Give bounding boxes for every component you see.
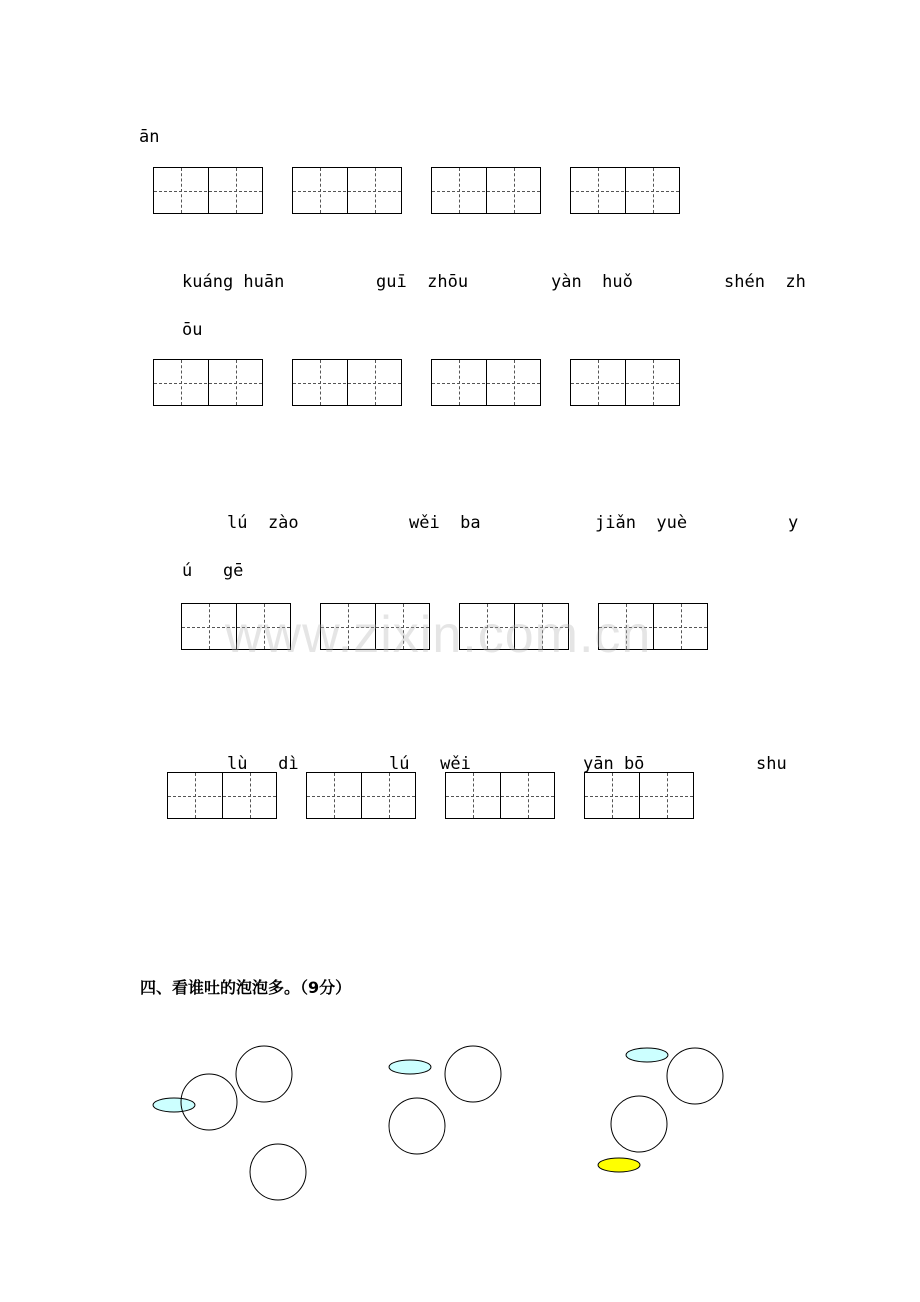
pinyin-word: y [788, 513, 799, 533]
tianzi-grid[interactable] [431, 359, 541, 406]
bubble[interactable] [667, 1048, 723, 1104]
tianzi-grid[interactable] [584, 772, 694, 819]
watermark: www.zixin.com.cn [225, 606, 652, 664]
pinyin-word: lú wěi [389, 754, 471, 774]
pinyin-tail-row1: ān [139, 127, 160, 147]
bubble[interactable] [250, 1144, 306, 1200]
pinyin-tail-row2: ōu [182, 320, 203, 340]
fish [598, 1158, 640, 1172]
pinyin-word: yān bō [583, 754, 645, 774]
bubble[interactable] [236, 1046, 292, 1102]
bubble[interactable] [611, 1096, 667, 1152]
pinyin-word: lú zào [227, 513, 299, 533]
bubble-figure [0, 1030, 920, 1230]
section-title: 四、看谁吐的泡泡多。（9分） [140, 978, 352, 997]
bubble[interactable] [389, 1098, 445, 1154]
pinyin-word: guī zhōu [376, 272, 469, 292]
pinyin-word: kuáng huān [182, 272, 285, 292]
tianzi-grid[interactable] [570, 167, 680, 214]
pinyin-word: yàn huǒ [551, 272, 633, 292]
pinyin-word: lù dì [227, 754, 299, 774]
tianzi-grid[interactable] [153, 167, 263, 214]
pinyin-tail-row3: ú gē [182, 561, 244, 581]
tianzi-grid[interactable] [445, 772, 555, 819]
bubble[interactable] [445, 1046, 501, 1102]
tianzi-grid[interactable] [292, 359, 402, 406]
fish [389, 1060, 431, 1074]
pinyin-word: jiǎn yuè [595, 513, 688, 533]
tianzi-grid[interactable] [153, 359, 263, 406]
tianzi-grid[interactable] [570, 359, 680, 406]
tianzi-grid[interactable] [431, 167, 541, 214]
pinyin-word: wěi ba [409, 513, 481, 533]
tianzi-grid[interactable] [167, 772, 277, 819]
tianzi-grid[interactable] [306, 772, 416, 819]
pinyin-word: shén zh [724, 272, 806, 292]
tianzi-grid[interactable] [292, 167, 402, 214]
pinyin-word: shu [756, 754, 787, 774]
fish [626, 1048, 668, 1062]
fish [153, 1098, 195, 1112]
